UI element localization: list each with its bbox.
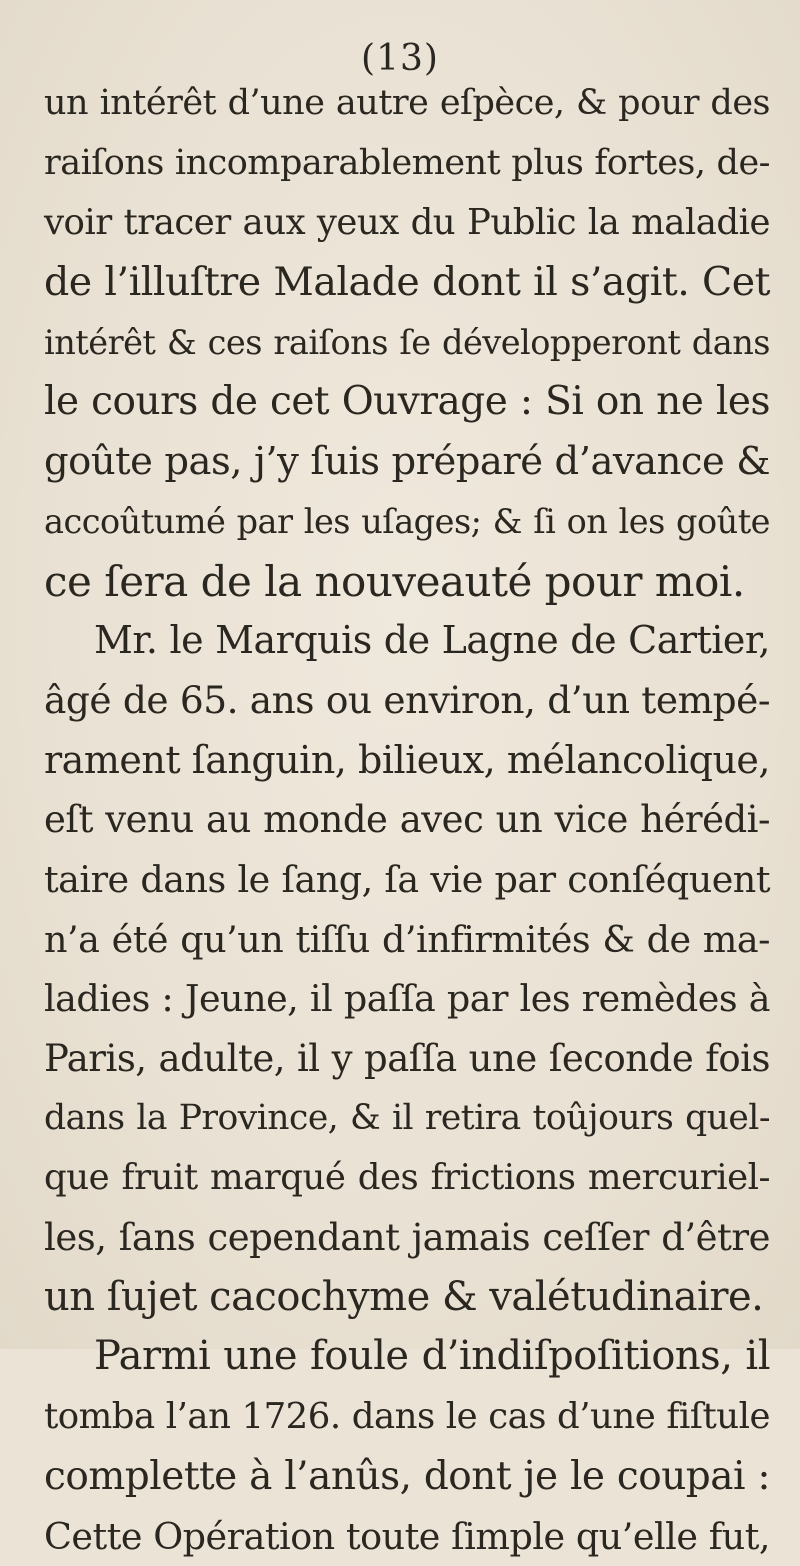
- page-number: (13): [0, 38, 800, 79]
- text-line: ladies : Jeune, il paſſa par les remèdes à: [44, 969, 770, 1029]
- text-line: âgé de 65. ans ou environ, d’un tempé-: [44, 671, 770, 731]
- text-line: dans la Province, & il retira toûjours quel-: [44, 1089, 770, 1149]
- body-text: [44, 74, 770, 1566]
- text-line: Cette Opération toute ſimple qu’elle fut,: [44, 1507, 770, 1566]
- text-line: de l’illuſtre Malade dont il s’agit. Cet: [44, 253, 770, 313]
- text-line: un intérêt d’une autre eſpèce, & pour des: [44, 74, 770, 134]
- text-line: complette à l’anûs, dont je le coupai :: [44, 1447, 770, 1507]
- text-line: le cours de cet Ouvrage : Si on ne les: [44, 372, 770, 432]
- text-line: les, ſans cependant jamais ceſſer d’être: [44, 1208, 770, 1268]
- text-line: n’a été qu’un tiſſu d’infirmités & de ma-: [44, 910, 770, 970]
- text-line: Mr. le Marquis de Lagne de Cartier,: [44, 611, 770, 671]
- text-line: intérêt & ces raiſons ſe développeront dans: [44, 313, 770, 373]
- text-line: tomba l’an 1726. dans le cas d’une fiſtule: [44, 1387, 770, 1447]
- text-line: un ſujet cacochyme & valétudinaire.: [44, 1268, 770, 1328]
- text-line: voir tracer aux yeux du Public la maladie: [44, 193, 770, 253]
- text-line: accoûtumé par les uſages; & ſi on les goûte: [44, 492, 770, 552]
- text-line: Paris, adulte, il y paſſa une ſeconde fois: [44, 1029, 770, 1089]
- text-line: rament ſanguin, bilieux, mélancolique,: [44, 731, 770, 791]
- text-line: Parmi une foule d’indiſpoſitions, il: [44, 1327, 770, 1387]
- text-line: goûte pas, j’y ſuis préparé d’avance &: [44, 432, 770, 492]
- text-line: ce ſera de la nouveauté pour moi.: [44, 552, 770, 612]
- text-line: raiſons incomparablement plus fortes, de-: [44, 134, 770, 194]
- text-line: que fruit marqué des frictions mercuriel-: [44, 1148, 770, 1208]
- text-line: eſt venu au monde avec un vice hérédi-: [44, 790, 770, 850]
- text-line: taire dans le ſang, ſa vie par conſéquent: [44, 850, 770, 910]
